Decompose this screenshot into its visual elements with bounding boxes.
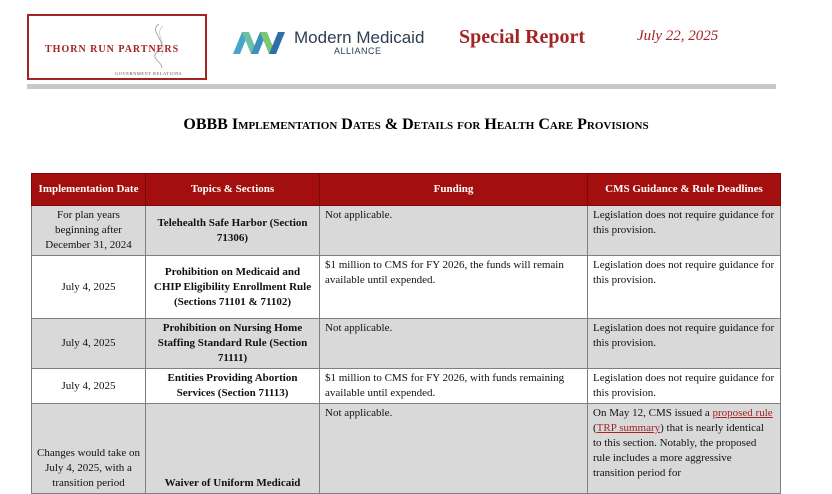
header-funding: Funding bbox=[320, 174, 588, 206]
row-guidance bbox=[588, 404, 781, 494]
row-date: July 4, 2025 bbox=[32, 319, 146, 369]
document-title: OBBB Implementation Dates & Details for Health Care Provisions bbox=[183, 116, 649, 133]
row-guidance: Legislation does not require guidance for this provision. bbox=[588, 206, 781, 256]
row-funding: Not applicable. bbox=[320, 319, 588, 369]
provisions-table bbox=[31, 173, 781, 494]
row-topic: Prohibition on Medicaid and CHIP Eligibility Enrollment Rule (Sections 71101 & 71102) bbox=[146, 256, 320, 319]
report-date: July 22, 2025 bbox=[637, 28, 719, 44]
table-row bbox=[32, 206, 781, 256]
row-date: July 4, 2025 bbox=[32, 369, 146, 404]
header-divider bbox=[27, 84, 776, 89]
row-guidance: Legislation does not require guidance for this provision. bbox=[588, 256, 781, 319]
thorn-run-name: THORN RUN PARTNERS bbox=[45, 44, 180, 55]
row-date: July 4, 2025 bbox=[32, 256, 146, 319]
header-implementation-date: Implementation Date bbox=[32, 174, 146, 206]
table-row bbox=[32, 369, 781, 404]
row-topic: Telehealth Safe Harbor (Section 71306) bbox=[146, 206, 320, 256]
special-report-label: Special Report bbox=[459, 26, 586, 48]
row-funding: Not applicable. bbox=[320, 404, 588, 494]
modern-medicaid-title: Modern Medicaid bbox=[294, 28, 425, 47]
thorn-run-logo bbox=[27, 14, 207, 80]
thorn-run-subtitle: GOVERNMENT RELATIONS bbox=[115, 71, 183, 76]
guidance-text-mid: ( bbox=[593, 422, 597, 434]
row-funding: $1 million to CMS for FY 2026, with funds remaining available until expended. bbox=[320, 369, 588, 404]
proposed-rule-link[interactable]: proposed rule bbox=[712, 407, 773, 419]
row-topic: Entities Providing Abortion Services (Section 71113) bbox=[146, 369, 320, 404]
table-row bbox=[32, 256, 781, 319]
row-funding: Not applicable. bbox=[320, 206, 588, 256]
header-topics-sections: Topics & Sections bbox=[146, 174, 320, 206]
row-topic: Prohibition on Nursing Home Staffing Standard Rule (Section 71111) bbox=[146, 319, 320, 369]
trp-summary-link[interactable]: TRP summary bbox=[596, 422, 661, 434]
modern-medicaid-logo-icon bbox=[233, 28, 287, 56]
row-guidance: Legislation does not require guidance for this provision. bbox=[588, 319, 781, 369]
modern-medicaid-subtitle: ALLIANCE bbox=[334, 46, 382, 56]
table-row bbox=[32, 404, 781, 494]
row-funding: $1 million to CMS for FY 2026, the funds will remain available until expended. bbox=[320, 256, 588, 319]
row-guidance: Legislation does not require guidance for this provision. bbox=[588, 369, 781, 404]
report-header bbox=[0, 0, 832, 100]
table-header-row bbox=[32, 174, 781, 206]
header-cms-guidance: CMS Guidance & Rule Deadlines bbox=[588, 174, 781, 206]
table-row bbox=[32, 319, 781, 369]
row-date: Changes would take on July 4, 2025, with a transition period bbox=[32, 404, 146, 494]
row-topic: Waiver of Uniform Medicaid bbox=[146, 404, 320, 494]
row-date: For plan years beginning after December 31, 2024 bbox=[32, 206, 146, 256]
guidance-text-post: ) that is nearly identical to this section. Notably, the proposed rule includes a more aggressive transition period for bbox=[593, 422, 764, 479]
guidance-text-pre: On May 12, CMS issued a bbox=[593, 407, 713, 419]
